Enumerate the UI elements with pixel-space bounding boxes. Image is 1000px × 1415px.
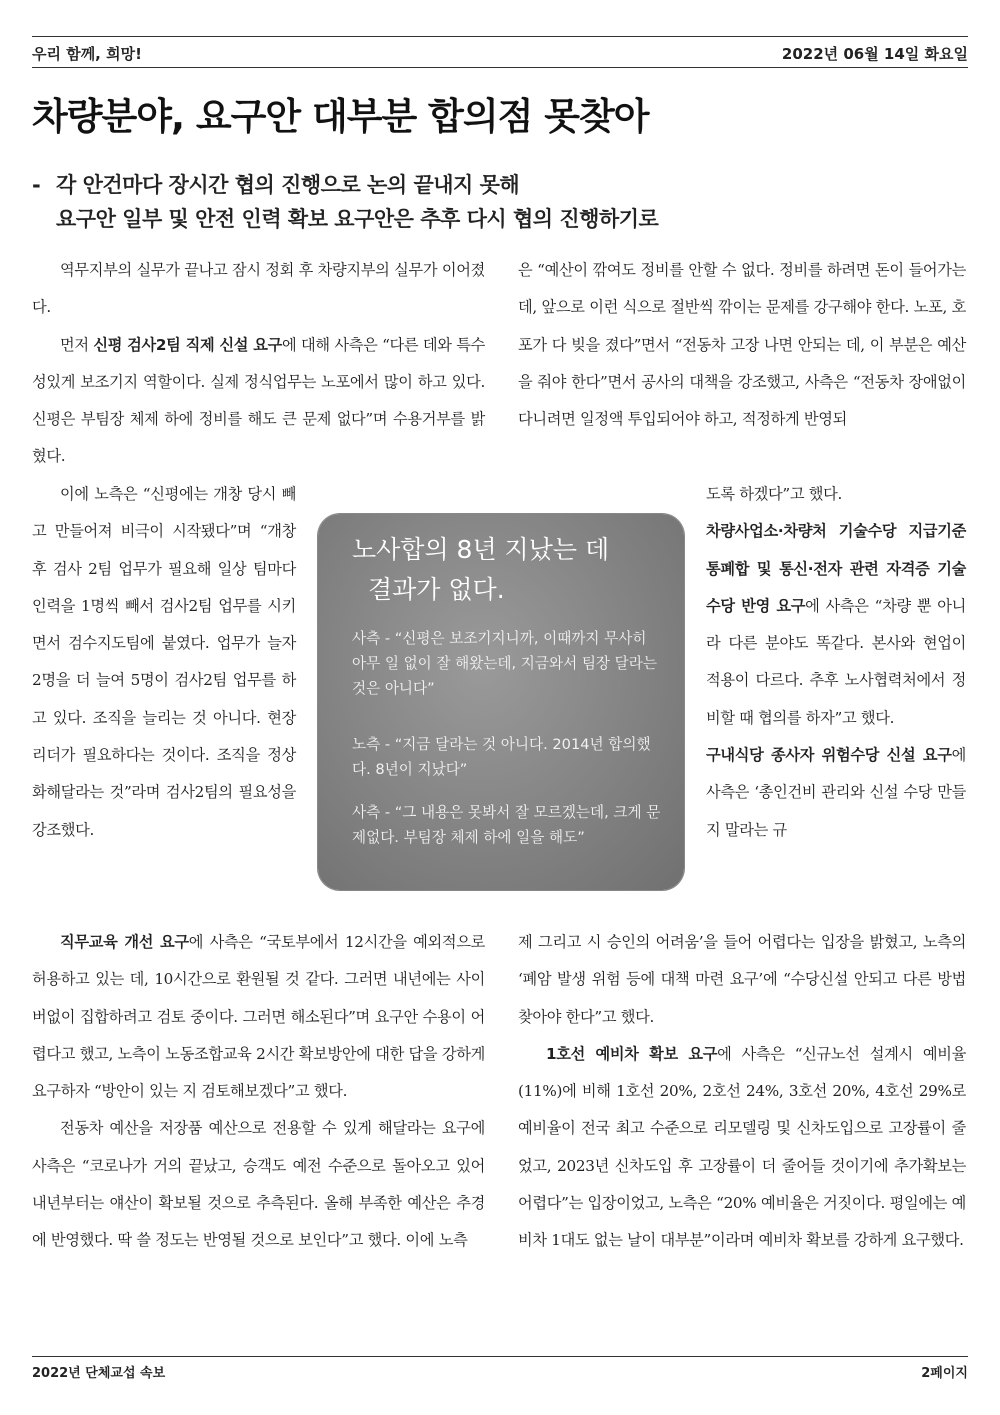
footer-publication: 2022년 단체교섭 속보 (32, 1366, 166, 1381)
footer-page-number: 2페이지 (921, 1366, 968, 1381)
right-column-top (518, 252, 966, 438)
callout-heading-line1: 노사합의 8년 지났는 데 (352, 535, 610, 564)
left-column-bottom (32, 924, 485, 1260)
issue-heading: 직무교육 개선 요구 (60, 933, 189, 951)
paragraph (706, 737, 966, 849)
text: 에 대해 사측은 “다른 데와 특수성있게 보조기지 역할이다. 실제 정식업무는 노포에서 많이 하고 있다. 신평은 부팀장 체제 하에 정비를 해도 큰 문제 없다”며 수용거부를 밝혔다. (32, 335, 485, 466)
issue-heading: 구내식당 종사자 위험수당 신설 요구 (706, 746, 952, 765)
subheadline-line1: 각 안건마다 장시간 협의 진행으로 논의 끝내지 못해 (56, 173, 520, 197)
paragraph (518, 1036, 966, 1260)
text: 먼저 (60, 335, 94, 354)
callout-quote: 사측 - “그 내용은 못봐서 잘 모르겠는데, 크게 문제없다. 부팀장 체제 하에 일을 해도” (352, 804, 661, 846)
page-header (32, 36, 968, 68)
callout-quote: 노측 - “지금 달라는 것 아니다. 2014년 합의했다. 8년이 지났다” (352, 736, 651, 778)
subheadline-dash: - (32, 173, 41, 197)
callout-heading-line2: 결과가 없다. (368, 575, 505, 604)
callout-quote: 사측 - “신평은 보조기지니까, 이때까지 무사히 아무 일 없이 잘 해왔는데, 지금와서 팀장 달라는 것은 아니다” (352, 630, 657, 697)
text: 에 사측은 ‘총인건비 관리와 신설 수당 만들지 말라는 규 (706, 746, 966, 839)
paragraph (32, 327, 485, 476)
header-slogan: 우리 함께, 희망! (32, 45, 142, 63)
left-column-top (32, 252, 485, 476)
callout-box (318, 514, 684, 890)
headline: 차량분야, 요구안 대부분 합의점 못찾아 (32, 95, 649, 138)
callout-heading (352, 530, 609, 610)
page-footer (32, 1356, 968, 1379)
paragraph (706, 513, 966, 737)
left-column-narrow (32, 476, 296, 849)
paragraph: 이에 노측은 “신평에는 개창 당시 빼고 만들어져 비극이 시작됐다”며 “개창 후 검사 2팀 업무가 필요해 일상 팀마다 인력을 1명씩 빼서 검사2팀 업무를 시키면서 검수지도팀에 붙였다. 업무가 늘자 2명을 더 늘여 5명이 검사2팀 업무를 하고 있다. 조직을 늘리는 것 아니다. 현장 리더가 필요하다는 것이다. 조직을 정상화해달라는 것”라며 검사2팀의 필요성을 강조했다. (32, 485, 296, 839)
header-date: 2022년 06월 14일 화요일 (781, 45, 968, 63)
paragraph: 제 그리고 시 승인의 어려움’을 들어 어렵다는 입장을 밝혔고, 노측의 ‘폐암 발생 위험 등에 대책 마련 요구’에 “수당신설 안되고 다른 방법 찾아야 한다”고 했다. (518, 933, 966, 1026)
paragraph: 은 “예산이 깎여도 정비를 안할 수 없다. 정비를 하려면 돈이 들어가는 데, 앞으로 이런 식으로 절반씩 깎이는 문제를 강구해야 한다. 노포, 호포가 다 빚을 졌다”면서 “전동차 고장 나면 안되는 데, 이 부분은 예산을 줘야 한다”면서 공사의 대책을 강조했고, 사측은 “전동차 장애없이 다니려면 일정액 투입되어야 하고, 적정하게 반영되 (518, 261, 966, 429)
issue-heading: 차량사업소·차량처 기술수당 지급기준 통폐합 및 통신·전자 관련 자격증 기술수당 반영 요구 (706, 522, 966, 615)
text: 에 사측은 “차량 뿐 아니라 다른 분야도 똑같다. 본사와 현업이 적용이 다르다. 추후 노사협력처에서 정비할 때 협의를 하자”고 했다. (706, 596, 967, 727)
text: 에 사측은 “국토부에서 12시간을 예외적으로 허용하고 있는 데, 10시간으로 환원될 것 같다. 그러면 내년에는 사이버없이 집합하려고 검토 중이다. 그러면 해소된다”며 요구안 수용이 어렵다고 했고, 노측이 노동조합교육 2시간 확보방안에 대한 답을 강하게 요구하자 “방안이 있는 지 검토해보겠다”고 했다. (32, 933, 485, 1101)
right-column-narrow (706, 476, 966, 849)
paragraph: 역무지부의 실무가 끝나고 잠시 정회 후 차량지부의 실무가 이어졌다. (32, 261, 485, 317)
right-column-bottom (518, 924, 966, 1260)
subheadline-line2: 요구안 일부 및 안전 인력 확보 요구안은 추후 다시 협의 진행하기로 (56, 207, 659, 231)
issue-heading: 1호선 예비차 확보 요구 (546, 1044, 718, 1063)
paragraph: 전동차 예산을 저장품 예산으로 전용할 수 있게 해달라는 요구에 사측은 “코로나가 거의 끝났고, 승객도 예전 수준으로 돌아오고 있어 내년부터는 얘산이 확보될 것으로 추측된다. 올해 부족한 예산은 추경에 반영했다. 딱 쓸 정도는 반영될 것으로 보인다”고 했다. 이에 노측 (32, 1119, 485, 1250)
text: 에 사측은 “신규노선 설계시 예비율(11%)에 비해 1호선 20%, 2호선 24%, 3호선 20%, 4호선 29%로 예비율이 전국 최고 수준으로 리모델링 및 신차도입으로 고장률이 줄었고, 2023년 신차도입 후 고장률이 더 줄어들 것이기에 추가확보는 어렵다”는 입장이었고, 노측은 “20% 예비율은 거짓이다. 평일에는 예비차 1대도 없는 날이 대부분”이라며 예비차 확보를 강하게 요구했다. (518, 1044, 966, 1250)
paragraph (32, 924, 485, 1110)
paragraph: 도록 하겠다”고 했다. (706, 485, 843, 503)
subheadline (32, 168, 658, 236)
issue-heading: 신평 검사2팀 직제 신설 요구 (93, 335, 282, 354)
